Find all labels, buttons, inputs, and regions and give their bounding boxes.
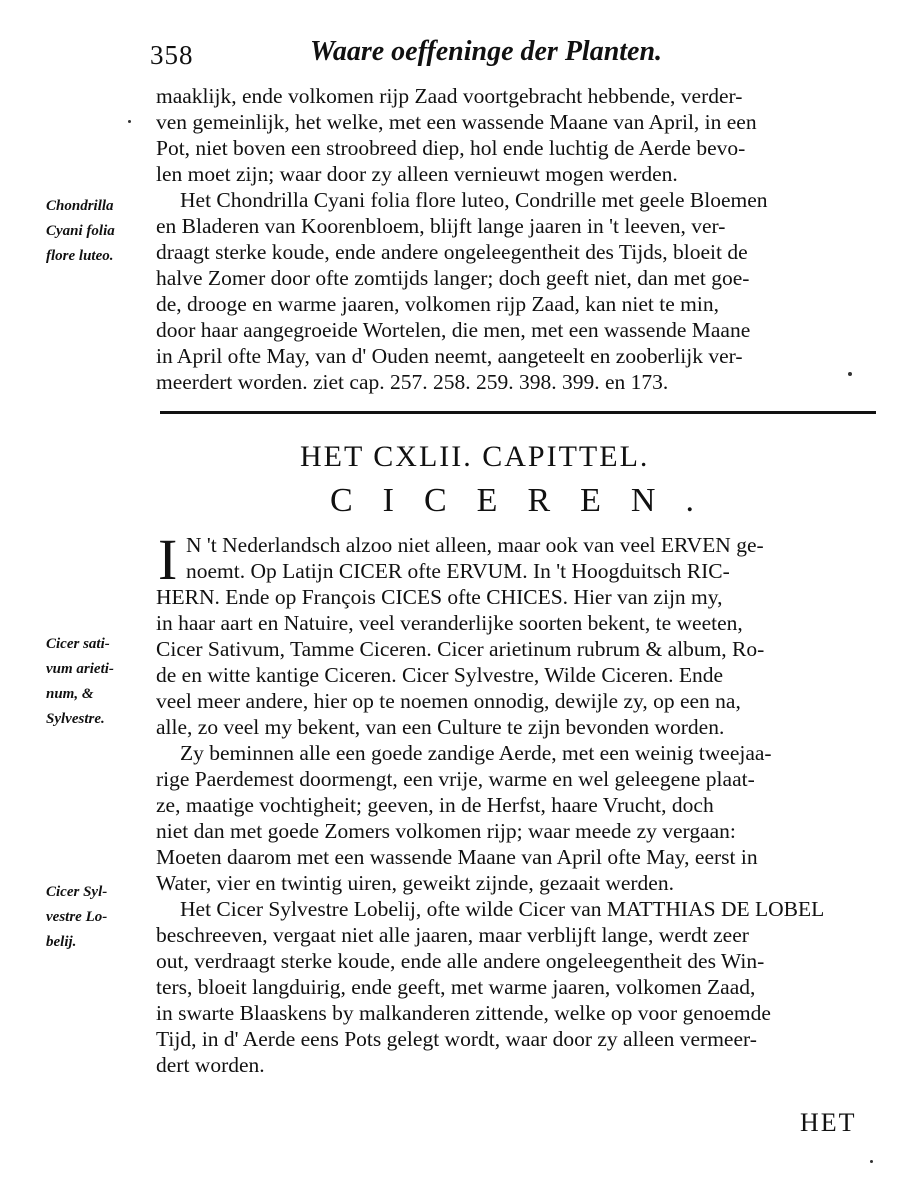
text-line: niet dan met goede Zomers volkomen rijp; waar meede zy vergaan: bbox=[156, 819, 736, 843]
margin-note-line: vum arieti- bbox=[46, 661, 114, 677]
text-line: Moeten daarom met een wassende Maane van April ofte May, eerst in bbox=[156, 845, 758, 869]
chapter-name: CICEREN. bbox=[330, 482, 724, 519]
catchword: HET bbox=[800, 1108, 857, 1137]
text-line: rige Paerdemest doormengt, een vrije, warme en wel geleegene plaat- bbox=[156, 767, 755, 791]
ink-speck bbox=[128, 120, 131, 123]
text-line: maaklijk, ende volkomen rijp Zaad voortgebracht hebbende, verder- bbox=[156, 84, 743, 108]
text-line: Zy beminnen alle een goede zandige Aerde, met een weinig tweejaa- bbox=[180, 741, 772, 765]
text-line: Tijd, in d' Aerde eens Pots gelegt wordt, waar door zy alleen vermeer- bbox=[156, 1027, 757, 1051]
text-line: alle, zo veel my bekent, van een Culture te zijn bevonden worden. bbox=[156, 715, 725, 739]
ink-speck bbox=[870, 1160, 873, 1163]
margin-note-line: belij. bbox=[46, 934, 77, 950]
text-line: meerdert worden. ziet cap. 257. 258. 259. 398. 399. en 173. bbox=[156, 370, 669, 394]
margin-note-line: Sylvestre. bbox=[46, 711, 105, 727]
text-line: out, verdraagt sterke koude, ende alle andere ongeleegentheit des Win- bbox=[156, 949, 765, 973]
text-line: N 't Nederlandsch alzoo niet alleen, maar ook van veel ERVEN ge- bbox=[186, 533, 764, 557]
drop-cap: I bbox=[158, 527, 178, 592]
running-head: Waare oeffeninge der Planten. bbox=[310, 36, 663, 67]
chapter-text bbox=[156, 527, 876, 1078]
text-line: ven gemeinlijk, het welke, met een wassende Maane van April, in een bbox=[156, 110, 757, 134]
text-line: len moet zijn; waar door zy alleen vernieuwt mogen werden. bbox=[156, 162, 678, 186]
text-line: de en witte kantige Ciceren. Cicer Sylvestre, Wilde Ciceren. Ende bbox=[156, 663, 724, 687]
text-line: HERN. Ende op François CICES ofte CHICES. Hier van zijn my, bbox=[156, 585, 723, 609]
page-number: 358 bbox=[150, 40, 194, 70]
margin-note-line: Cicer Syl- bbox=[46, 884, 108, 900]
text-line: door haar aangegroeide Wortelen, die men, met een wassende Maane bbox=[156, 318, 751, 342]
continued-paragraph bbox=[156, 83, 876, 395]
text-line: Pot, niet boven een stroobreed diep, hol ende luchtig de Aerde bevo- bbox=[156, 136, 746, 160]
text-line: in swarte Blaaskens by malkanderen zittende, welke op voor genoemde bbox=[156, 1001, 771, 1025]
margin-note-line: flore luteo. bbox=[46, 248, 114, 264]
margin-note-line: Cyani folia bbox=[46, 223, 115, 239]
text-line: Het Chondrilla Cyani folia flore luteo, Condrille met geele Bloemen bbox=[180, 188, 768, 212]
margin-note-cicer-sativum bbox=[46, 632, 158, 732]
text-line: veel meer andere, hier op te noemen onnodig, dewijle zy, op een na, bbox=[156, 689, 741, 713]
margin-note-line: Cicer sati- bbox=[46, 636, 110, 652]
margin-note-cicer-sylvestre bbox=[46, 880, 158, 955]
text-line: dert worden. bbox=[156, 1053, 265, 1077]
margin-note-chondrilla bbox=[46, 194, 158, 269]
text-line: Cicer Sativum, Tamme Ciceren. Cicer arietinum rubrum & album, Ro- bbox=[156, 637, 765, 661]
page-header bbox=[150, 34, 730, 74]
text-line: ze, maatige vochtigheit; geeven, in de Herfst, haare Vrucht, doch bbox=[156, 793, 714, 817]
text-line: ters, bloeit langduirig, ende geeft, met warme jaaren, volkomen Zaad, bbox=[156, 975, 756, 999]
chapter-title: HET CXLII. CAPITTEL. bbox=[300, 440, 650, 473]
text-line: noemt. Op Latijn CICER ofte ERVUM. In 't Hoogduitsch RIC- bbox=[186, 559, 730, 583]
text-line: in April ofte May, van d' Ouden neemt, aangeteelt en zooberlijk ver- bbox=[156, 344, 743, 368]
text-line: beschreeven, vergaat niet alle jaaren, maar verblijft lange, werdt zeer bbox=[156, 923, 749, 947]
text-line: draagt sterke koude, ende andere ongeleegentheit des Tijds, bloeit de bbox=[156, 240, 748, 264]
margin-note-line: vestre Lo- bbox=[46, 909, 108, 925]
text-line: Het Cicer Sylvestre Lobelij, ofte wilde Cicer van MATTHIAS DE LOBEL bbox=[180, 897, 825, 921]
section-divider bbox=[160, 411, 876, 414]
text-line: in haar aart en Natuire, veel veranderlijke soorten bekent, te weeten, bbox=[156, 611, 743, 635]
text-line: en Bladeren van Koorenbloem, blijft lange jaaren in 't leeven, ver- bbox=[156, 214, 726, 238]
text-line: halve Zomer door ofte zomtijds langer; doch geeft niet, dan met goe- bbox=[156, 266, 750, 290]
margin-note-line: Chondrilla bbox=[46, 198, 114, 214]
ink-speck bbox=[848, 372, 852, 376]
margin-note-line: num, & bbox=[46, 686, 94, 702]
text-line: de, drooge en warme jaaren, volkomen rijp Zaad, kan niet te min, bbox=[156, 292, 719, 316]
text-line: Water, vier en twintig uiren, geweikt zijnde, gezaait werden. bbox=[156, 871, 674, 895]
